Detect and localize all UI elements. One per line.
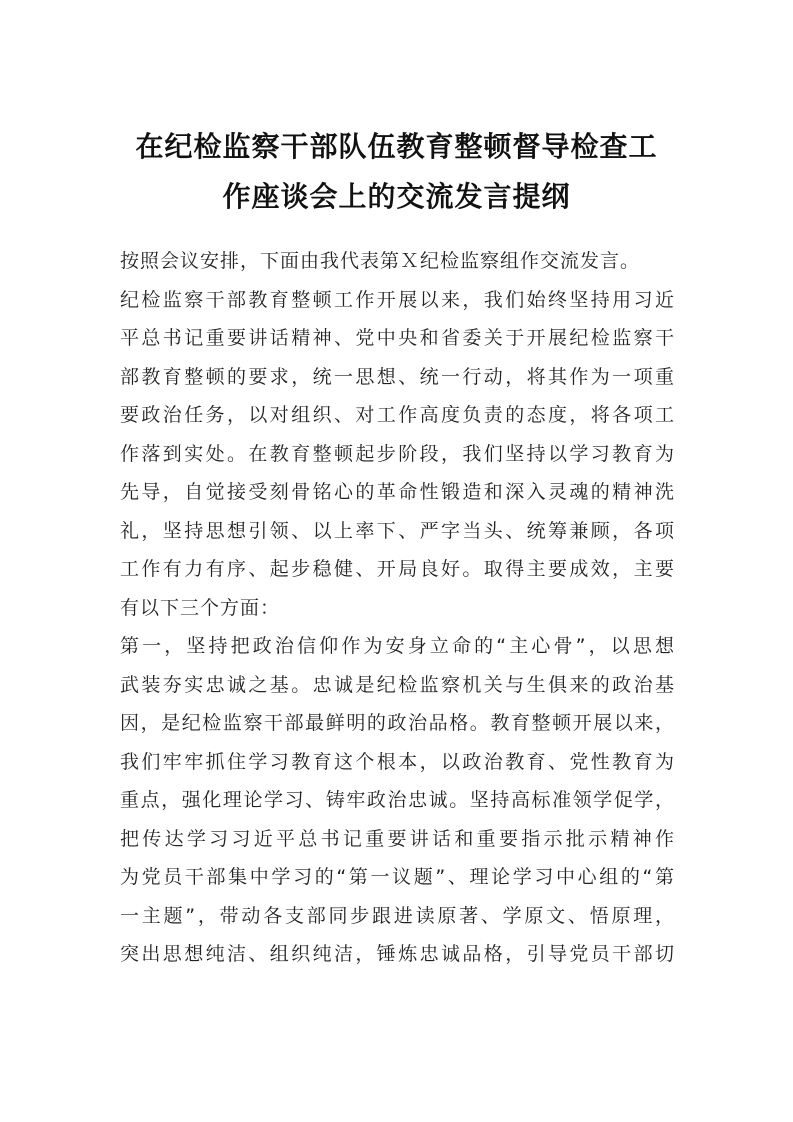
paragraph-line: 突出思想纯洁、组织纯洁，锤炼忠诚品格，引导党员干部切 bbox=[120, 943, 675, 965]
paragraph-line: 把传达学习习近平总书记重要讲话和重要指示批示精神作 bbox=[120, 827, 675, 850]
paragraph-line: 我们牢牢抓住学习教育这个根本，以政治教育、党性教育为 bbox=[120, 750, 675, 773]
paragraph-line: 一主题”，带动各支部同步跟进读原著、学原文、悟原理， bbox=[120, 904, 675, 927]
paragraph-line: 平总书记重要讲话精神、党中央和省委关于开展纪检监察干 bbox=[120, 327, 675, 349]
paragraph-line: 工作有力有序、起步稳健、开局良好。取得主要成效，主要 bbox=[120, 558, 675, 580]
paragraph-line: 纪检监察干部教育整顿工作开展以来，我们始终坚持用习近 bbox=[120, 288, 675, 311]
paragraph-line: 按照会议安排，下面由我代表第Ｘ纪检监察组作交流发言。 bbox=[120, 250, 641, 272]
paragraph-line: 礼，坚持思想引领、以上率下、严字当头、统筹兼顾，各项 bbox=[120, 519, 675, 542]
paragraph-line: 第一，坚持把政治信仰作为安身立命的“主心骨”，以思想 bbox=[120, 635, 675, 657]
title-line-2: 作座谈会上的交流发言提纲 bbox=[222, 180, 571, 213]
title-line-1: 在纪检监察干部队伍教育整顿督导检查工 bbox=[135, 130, 658, 163]
paragraph-line: 重点，强化理论学习、铸牢政治忠诚。坚持高标准领学促学， bbox=[120, 789, 675, 811]
paragraph-line: 武装夯实忠诚之基。忠诚是纪检监察机关与生俱来的政治基 bbox=[120, 673, 675, 696]
paragraph-line: 因，是纪检监察干部最鲜明的政治品格。教育整顿开展以来， bbox=[120, 712, 675, 734]
document-title bbox=[110, 122, 683, 222]
document-body bbox=[120, 242, 675, 974]
paragraph-line: 作落到实处。在教育整顿起步阶段，我们坚持以学习教育为 bbox=[120, 442, 675, 465]
paragraph-line: 部教育整顿的要求，统一思想、统一行动，将其作为一项重 bbox=[120, 365, 675, 388]
paragraph-line: 要政治任务，以对组织、对工作高度负责的态度，将各项工 bbox=[120, 404, 675, 426]
paragraph-line: 为党员干部集中学习的“第一议题”、理论学习中心组的“第 bbox=[120, 866, 675, 888]
paragraph-line: 先导，自觉接受刻骨铭心的革命性锻造和深入灵魂的精神洗 bbox=[120, 481, 675, 503]
paragraph-line: 有以下三个方面： bbox=[120, 596, 281, 619]
